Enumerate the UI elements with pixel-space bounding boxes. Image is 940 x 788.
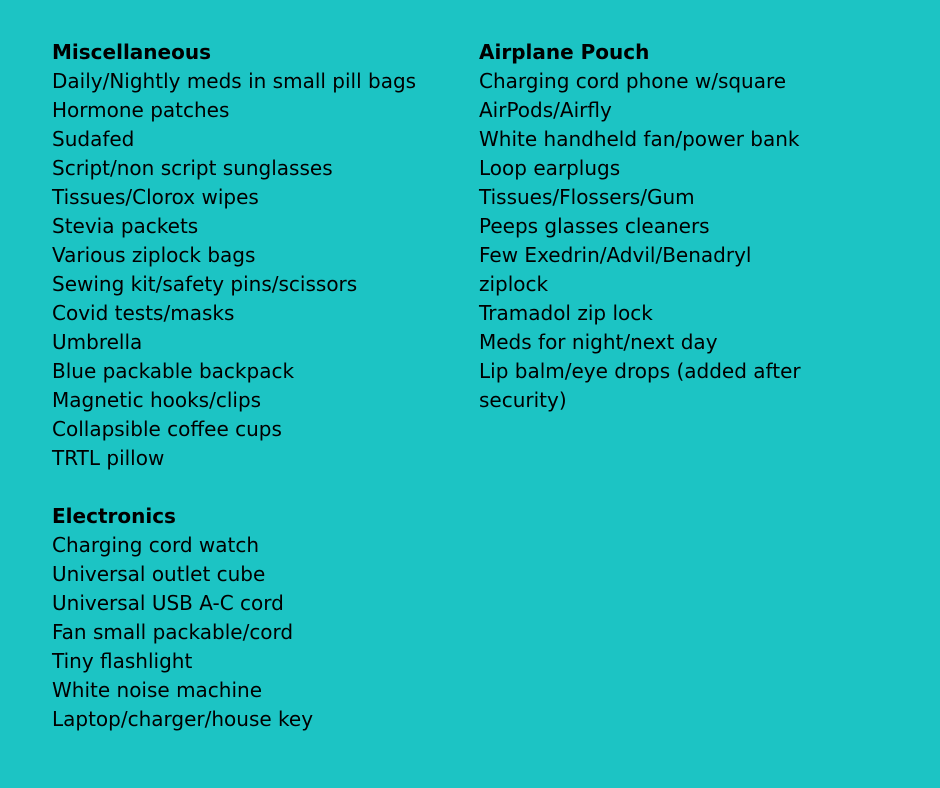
- list-item: Meds for night/next day: [479, 330, 718, 354]
- list-item: Sudafed: [52, 127, 135, 151]
- list-item: Charging cord watch: [52, 533, 260, 557]
- electronics-heading: Electronics: [52, 504, 176, 528]
- miscellaneous-list: [52, 67, 452, 473]
- list-item: Loop earplugs: [479, 156, 621, 180]
- list-item: Universal USB A-C cord: [52, 591, 284, 615]
- airplane-pouch-heading: Airplane Pouch: [479, 40, 650, 64]
- miscellaneous-heading: Miscellaneous: [52, 40, 211, 64]
- list-item: Magnetic hooks/clips: [52, 388, 262, 412]
- list-item: Blue packable backpack: [52, 359, 295, 383]
- list-item: Script/non script sunglasses: [52, 156, 333, 180]
- list-item: Tramadol zip lock: [479, 301, 653, 325]
- list-item: Umbrella: [52, 330, 143, 354]
- miscellaneous-section: [52, 38, 452, 473]
- list-item: Tiny flashlight: [52, 649, 193, 673]
- list-item: Covid tests/masks: [52, 301, 235, 325]
- list-item: White noise machine: [52, 678, 263, 702]
- list-item: Collapsible coffee cups: [52, 417, 282, 441]
- electronics-section: [52, 502, 452, 734]
- list-item: Various ziplock bags: [52, 243, 256, 267]
- list-item: AirPods/Airfly: [479, 98, 612, 122]
- electronics-list: [52, 531, 452, 734]
- list-item: Laptop/charger/house key: [52, 707, 314, 731]
- right-column: [479, 38, 859, 444]
- list-item: Charging cord phone w/square: [479, 69, 787, 93]
- list-item: Fan small packable/cord: [52, 620, 294, 644]
- list-item: Few Exedrin/Advil/Benadryl ziplock: [479, 243, 752, 296]
- list-item: Peeps glasses cleaners: [479, 214, 710, 238]
- list-item: Universal outlet cube: [52, 562, 266, 586]
- list-item: Stevia packets: [52, 214, 199, 238]
- list-item: Sewing kit/safety pins/scissors: [52, 272, 358, 296]
- list-item: Tissues/Flossers/Gum: [479, 185, 695, 209]
- list-item: White handheld fan/power bank: [479, 127, 800, 151]
- list-item: Tissues/Clorox wipes: [52, 185, 259, 209]
- airplane-pouch-section: [479, 38, 859, 415]
- list-item: Lip balm/eye drops (added after security): [479, 359, 801, 412]
- left-column: [52, 38, 452, 763]
- airplane-pouch-list: [479, 67, 859, 415]
- list-item: TRTL pillow: [52, 446, 165, 470]
- list-item: Hormone patches: [52, 98, 230, 122]
- list-item: Daily/Nightly meds in small pill bags: [52, 69, 417, 93]
